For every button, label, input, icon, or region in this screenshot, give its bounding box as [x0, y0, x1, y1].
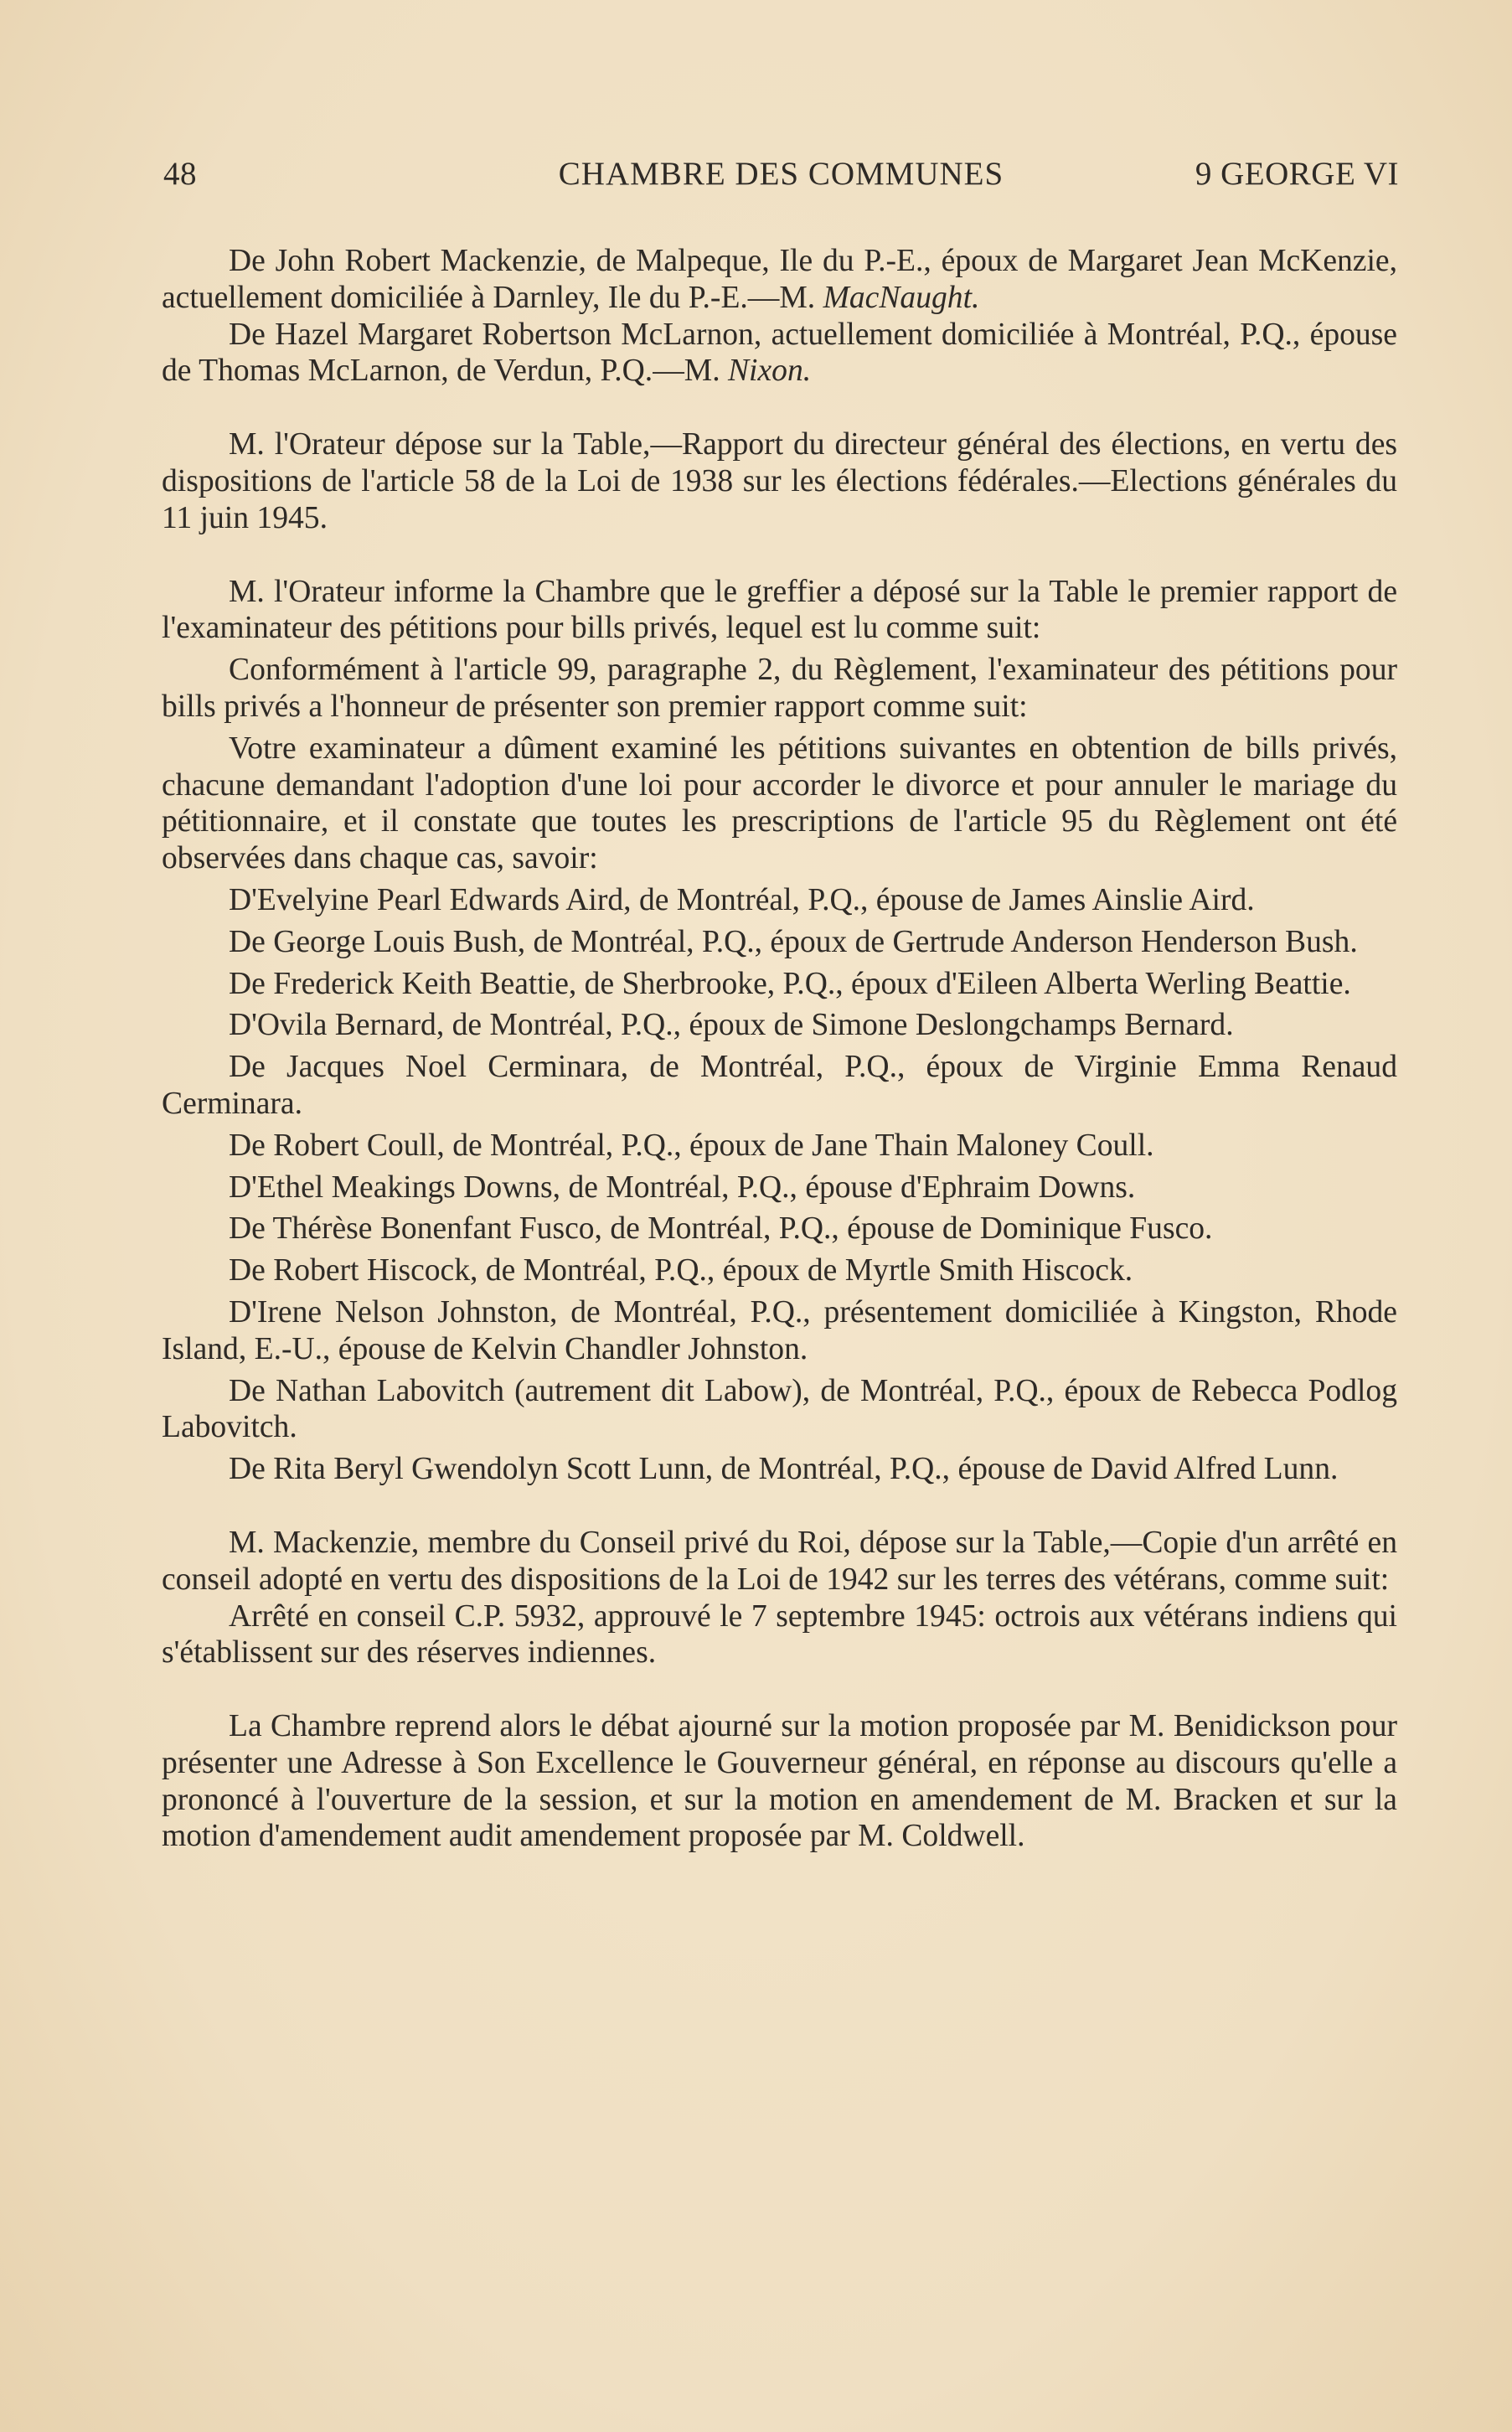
paragraph-debate: La Chambre reprend alors le débat ajourné sur la motion proposée par M. Benidickson pour présenter une Adresse à Son Excellence le Gouverneur général, en réponse au discours qu'elle a prononcé à l'ouverture de la session, et sur la motion en amendement de M. Bracken et sur la motion d'amendement audit amendement proposée par M. Coldwell.	[162, 1709, 1397, 1854]
petition-item: De Thérèse Bonenfant Fusco, de Montréal, P.Q., épouse de Dominique Fusco.	[229, 1211, 1213, 1247]
petition-item: D'Ovila Bernard, de Montréal, P.Q., époux de Simone Deslongchamps Bernard.	[229, 1008, 1234, 1043]
paragraph-petition: De John Robert Mackenzie, de Malpeque, Ile du P.-E., époux de Margaret Jean McKenzie, actuellement domiciliée à Darnley, Ile du P.-E.—M. MacNaught.	[162, 244, 1397, 315]
petition-item: D'Irene Nelson Johnston, de Montréal, P.Q., présentement domiciliée à Kingston, Rhode Island, E.-U., épouse de Kelvin Chandler Johnston.	[162, 1294, 1397, 1366]
petition-item: De Jacques Noel Cerminara, de Montréal, P.Q., époux de Virginie Emma Renaud Cerminara.	[162, 1050, 1397, 1121]
petition-item: De Frederick Keith Beattie, de Sherbrooke, P.Q., époux d'Eileen Alberta Werling Beattie.	[229, 966, 1351, 1001]
regnal-year: 9 GEORGE VI	[1195, 156, 1399, 192]
petition-item: De George Louis Bush, de Montréal, P.Q., époux de Gertrude Anderson Henderson Bush.	[229, 924, 1358, 959]
petition-item: De Robert Coull, de Montréal, P.Q., époux de Jane Thain Maloney Coull.	[229, 1128, 1154, 1163]
petition-item: D'Evelyine Pearl Edwards Aird, de Montréal, P.Q., épouse de James Ainslie Aird.	[229, 882, 1255, 917]
page-body	[162, 243, 1397, 1855]
paragraph-votre-examinateur: Votre examinateur a dûment examiné les pétitions suivantes en obtention de bills privés, chacune demandant l'adoption d'une loi pour accorder le divorce et pour annuler le mariage du pétitionnaire, et il constate que toutes les prescriptions de l'article 95 du Règlement ont été observées dans chaque cas, savoir:	[162, 731, 1397, 876]
page-number: 48	[163, 156, 197, 192]
member-name: MacNaught.	[823, 280, 980, 315]
paragraph-examiner-intro: M. l'Orateur informe la Chambre que le greffier a déposé sur la Table le premier rapport de l'examinateur des pétitions pour bills privés, lequel est lu comme suit:	[162, 574, 1397, 646]
member-name: Nixon.	[727, 354, 812, 389]
paragraph-conformement: Conformément à l'article 99, paragraphe 2, du Règlement, l'examinateur des pétitions pour bills privés a l'honneur de présenter son premier rapport comme suit:	[162, 653, 1397, 724]
paragraph-elections-report: M. l'Orateur dépose sur la Table,—Rapport du directeur général des élections, en vertu des dispositions de l'article 58 de la Loi de 1938 sur les élections fédérales.—Elections générales du 11 juin 1945.	[162, 427, 1397, 535]
paragraph-order-in-council: Arrêté en conseil C.P. 5932, approuvé le 7 septembre 1945: octrois aux vétérans indiens qui s'établissent sur des réserves indiennes.	[162, 1598, 1397, 1670]
running-title: CHAMBRE DES COMMUNES	[558, 156, 1004, 192]
petition-item: De Robert Hiscock, de Montréal, P.Q., époux de Myrtle Smith Hiscock.	[229, 1253, 1133, 1288]
paragraph-mackenzie-tabling: M. Mackenzie, membre du Conseil privé du Roi, dépose sur la Table,—Copie d'un arrêté en conseil adopté en vertu des dispositions de la Loi de 1942 sur les terres des vétérans, comme suit:	[162, 1525, 1397, 1597]
petition-item: D'Ethel Meakings Downs, de Montréal, P.Q., épouse d'Ephraim Downs.	[229, 1170, 1136, 1205]
petition-item: De Rita Beryl Gwendolyn Scott Lunn, de Montréal, P.Q., épouse de David Alfred Lunn.	[229, 1452, 1339, 1487]
petition-item: De Nathan Labovitch (autrement dit Labow), de Montréal, P.Q., époux de Rebecca Podlog Labovitch.	[162, 1373, 1397, 1445]
paragraph-petition: De Hazel Margaret Robertson McLarnon, actuellement domiciliée à Montréal, P.Q., épouse de Thomas McLarnon, de Verdun, P.Q.—M. Nixon.	[162, 317, 1397, 389]
page-header	[163, 155, 1399, 197]
